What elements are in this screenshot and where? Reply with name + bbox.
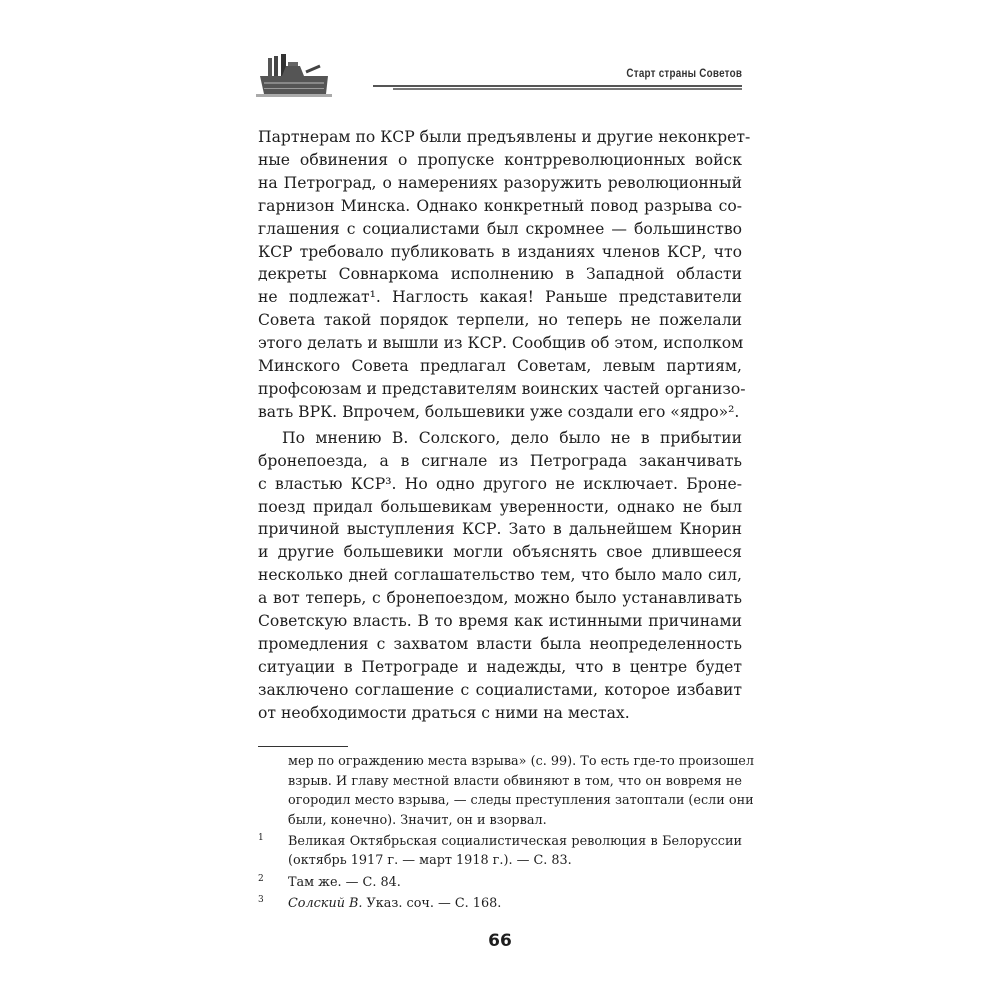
footnote-line: мер по ограждению места взрыва» (с. 99). То есть где-то произошел — [288, 754, 755, 769]
text-line: на Петроград, о намерениях разоружить революционный — [258, 173, 742, 192]
footnote-line: Великая Октябрьская социалистическая революция в Белоруссии — [288, 833, 742, 849]
cruiser-ship-icon — [256, 52, 332, 98]
text-line: этого делать и вышли из КСР. Сообщив об этом, исполком — [258, 334, 744, 353]
text-line: декреты Совнаркома исполнению в Западной области — [258, 265, 742, 284]
header-rule — [373, 85, 742, 87]
footnote-line: Там же. — С. 84. — [288, 874, 401, 890]
footnote-number: 3 — [258, 894, 264, 905]
header-rule-secondary — [393, 88, 742, 90]
footnote-separator — [258, 746, 348, 747]
text-line: вать ВРК. Впрочем, большевики уже создали его «ядро»². — [258, 402, 740, 421]
paragraph — [258, 427, 742, 725]
page-number: 66 — [488, 931, 512, 951]
text-line: промедления с захватом власти была неопределенность — [258, 634, 742, 653]
text-line: бронепоезда, а в сигнале из Петрограда заканчивать — [258, 451, 742, 470]
text-line: Совета такой порядок терпели, но теперь не пожелали — [258, 311, 742, 330]
main-text — [258, 126, 751, 725]
text-line: и другие большевики могли объяснять свое длившееся — [258, 543, 742, 562]
text-line: несколько дней соглашательство тем, что было мало сил, — [258, 566, 742, 585]
footnote-author: Солский В. — [288, 895, 363, 911]
running-title: Старт страны Советов — [626, 66, 742, 80]
text-line: По мнению В. Солского, дело было не в прибытии — [282, 428, 742, 447]
text-line: поезд придал большевикам уверенности, однако не был — [258, 497, 742, 516]
text-line: глашения с социалистами был скромнее — большинство — [258, 219, 742, 238]
text-line: Советскую власть. В то время как истинными причинами — [258, 612, 742, 631]
footnotes — [258, 752, 755, 915]
text-line: профсоюзам и представителям воинских частей организо- — [258, 379, 746, 398]
text-line: не подлежат¹. Наглость какая! Раньше представители — [258, 288, 742, 307]
footnote — [258, 752, 755, 830]
text-line: а вот теперь, с бронепоездом, можно было устанавливать — [258, 589, 742, 608]
footnote-line: взрыв. И главу местной власти обвиняют в том, что он вовремя не — [288, 773, 742, 789]
footnote — [258, 873, 742, 893]
paragraph — [258, 126, 751, 424]
footnote — [258, 832, 742, 871]
footnote-text: Указ. соч. — С. 168. — [362, 895, 502, 911]
text-line: ситуации в Петрограде и надежды, что в центре будет — [258, 657, 742, 676]
footnote-number: 2 — [258, 873, 264, 884]
text-line: ные обвинения о пропуске контрреволюционных войск — [258, 150, 742, 169]
text-line: с властью КСР³. Но одно другого не исключает. Броне- — [258, 474, 742, 493]
text-line: КСР требовало публиковать в изданиях членов КСР, что — [258, 242, 742, 261]
footnote-number: 1 — [258, 832, 264, 843]
text-line: заключено соглашение с социалистами, которое избавит — [258, 680, 742, 699]
footnote-line: были, конечно). Значит, он и взорвал. — [288, 812, 547, 828]
text-line: гарнизон Минска. Однако конкретный повод разрыва со- — [258, 196, 742, 215]
text-line: Минского Совета предлагал Советам, левым партиям, — [258, 357, 742, 376]
text-line: Партнерам по КСР были предъявлены и другие неконкрет- — [258, 128, 751, 146]
text-line: от необходимости драться с ними на местах. — [258, 703, 630, 722]
footnote — [258, 894, 742, 914]
text-line: причиной выступления КСР. Зато в дальнейшем Кнорин — [258, 520, 742, 539]
footnote-line: огородил место взрыва, — следы преступления затоптали (если они — [288, 793, 754, 809]
footnote-line: (октябрь 1917 г. — март 1918 г.). — С. 83. — [288, 853, 572, 869]
